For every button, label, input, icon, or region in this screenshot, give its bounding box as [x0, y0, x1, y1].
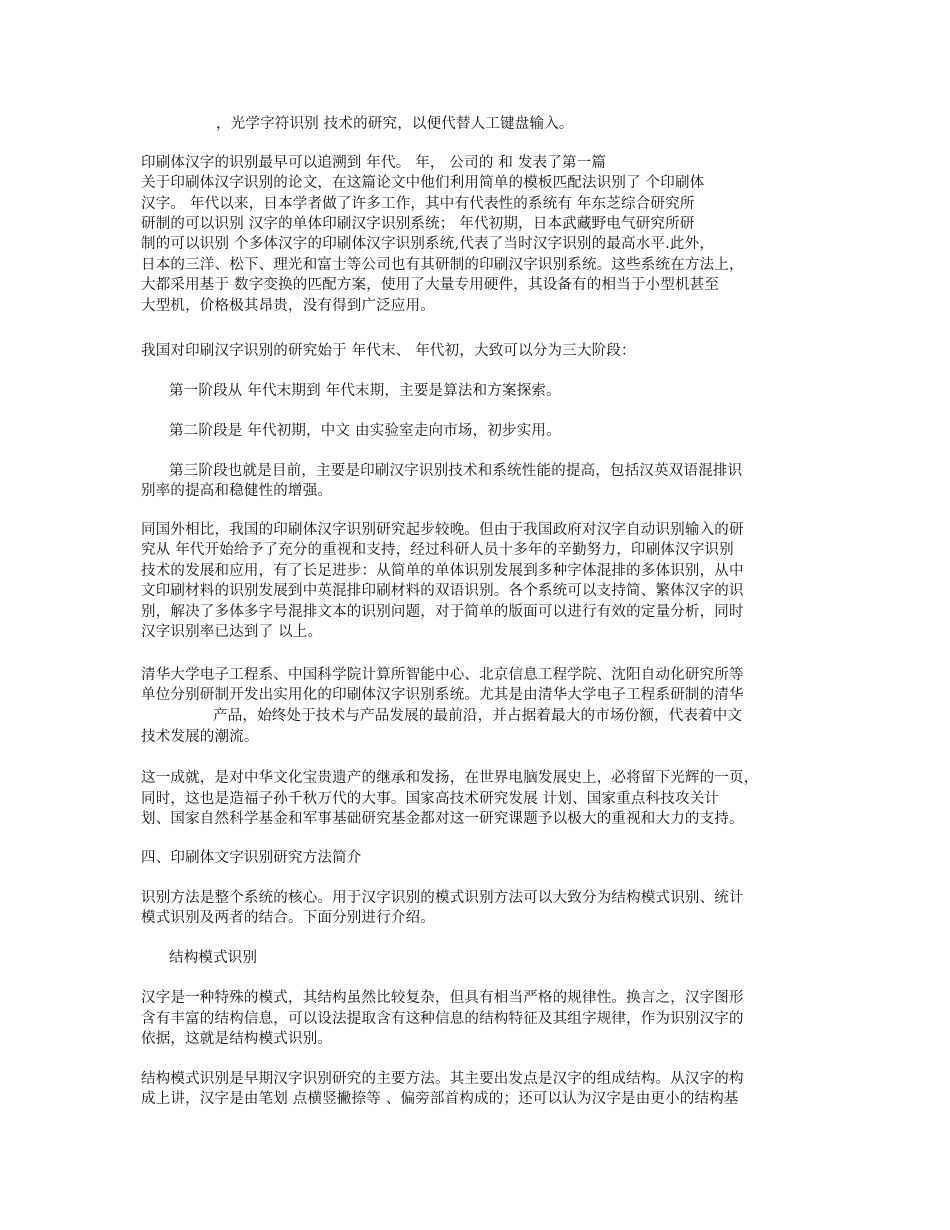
text-line: 文印刷材料的识别发展到中英混排印刷材料的双语识别。各个系统可以支持简、繁体汉字的识 [141, 583, 744, 599]
text-line: 第三阶段也就是目前，主要是印刷汉字识别技术和系统性能的提高，包括汉英双语混排识 [169, 463, 743, 479]
text-line: 别，解决了多体多字号混排文本的识别问题，对于简单的版面可以进行有效的定量分析，同时 [141, 604, 744, 620]
text-line: 别率的提高和稳健性的增强。 [141, 483, 333, 499]
text-line: 第一阶段从 年代末期到 年代末期，主要是算法和方案探索。 [169, 383, 561, 399]
text-line: 汉字。 年代以来，日本学者做了许多工作，其中有代表性的系统有 年东芝综合研究所 [141, 196, 695, 212]
text-line: 清华大学电子工程系、中国科学院计算所智能中心、北京信息工程学院、沈阳自动化研究所等 [141, 667, 744, 683]
subsection-heading: 结构模式识别 [169, 950, 258, 966]
text-line: 日本的三洋、松下、理光和富士等公司也有其研制的印刷汉字识别系统。这些系统在方法上， [141, 257, 744, 273]
text-line: 划、国家自然科学基金和军事基础研究基金都对这一研究课题予以极大的重视和大力的支持。 [141, 811, 744, 827]
text-line: 汉字识别率已达到了 以上。 [141, 624, 323, 640]
text-line: 产品，始终处于技术与产品发展的最前沿，并占据着最大的市场份额，代表着中文 [213, 708, 743, 724]
text-line: 究从 年代开始给予了充分的重视和支持，经过科研人员十多年的辛勤努力，印刷体汉字识别 [141, 542, 734, 558]
text-line: 印刷体汉字的识别最早可以追溯到 年代。 年， 公司的 和 发表了第一篇 [141, 155, 607, 171]
text-line: 同时，这也是造福子孙千秋万代的大事。国家高技术研究发展 计划、国家重点科技攻关计 [141, 791, 720, 807]
text-line: 大都采用基于 数字变换的匹配方案，使用了大量专用硬件，其设备有的相当于小型机甚至 [141, 277, 720, 293]
text-line: 关于印刷体汉字识别的论文，在这篇论文中他们利用简单的模板匹配法识别了 个印刷体 [141, 175, 705, 191]
text-line: 汉字是一种特殊的模式，其结构虽然比较复杂，但具有相当严格的规律性。换言之，汉字图形 [141, 990, 744, 1006]
text-line: 成上讲，汉字是由笔划 点横竖撇捺等 、偏旁部首构成的；还可以认为汉字是由更小的结构基 [141, 1091, 739, 1107]
text-line: 研制的可以识别 汉字的单体印刷汉字识别系统； 年代初期，日本武藏野电气研究所研 [141, 216, 695, 232]
text-line: 技术的发展和应用，有了长足进步：从简单的单体识别发展到多种字体混排的多体识别，从中 [141, 563, 744, 579]
text-line: 大型机，价格极其昂贵，没有得到广泛应用。 [141, 298, 435, 314]
text-line: 依据，这就是结构模式识别。 [141, 1031, 333, 1047]
text-line: 同国外相比，我国的印刷体汉字识别研究起步较晚。但由于我国政府对汉字自动识别输入的研 [141, 522, 744, 538]
text-line: 我国对印刷汉字识别的研究始于 年代末、 年代初，大致可以分为三大阶段： [141, 343, 636, 359]
text-line: 模式识别及两者的结合。下面分别进行介绍。 [141, 910, 435, 926]
text-line: ，光学字符识别 技术的研究，以便代替人工键盘输入。 [216, 116, 574, 132]
text-line: 制的可以识别 个多体汉字的印刷体汉字识别系统,代表了当时汉字识别的最高水平.此外， [141, 236, 715, 252]
text-line: 这一成就，是对中华文化宝贵遗产的继承和发扬，在世界电脑发展史上，必将留下光辉的一页， [141, 770, 759, 786]
section-heading: 四、印刷体文字识别研究方法简介 [141, 850, 362, 866]
text-line: 技术发展的潮流。 [141, 729, 259, 745]
text-line: 第二阶段是 年代初期，中文 由实验室走向市场，初步实用。 [169, 423, 561, 439]
text-line: 结构模式识别是早期汉字识别研究的主要方法。其主要出发点是汉字的组成结构。从汉字的构 [141, 1071, 744, 1087]
text-line: 含有丰富的结构信息，可以设法提取含有这种信息的结构特征及其组字规律，作为识别汉字的 [141, 1011, 744, 1027]
text-line: 单位分别研制开发出实用化的印刷体汉字识别系统。尤其是由清华大学电子工程系研制的清华 [141, 687, 744, 703]
text-line: 识别方法是整个系统的核心。用于汉字识别的模式识别方法可以大致分为结构模式识别、统计 [141, 890, 744, 906]
